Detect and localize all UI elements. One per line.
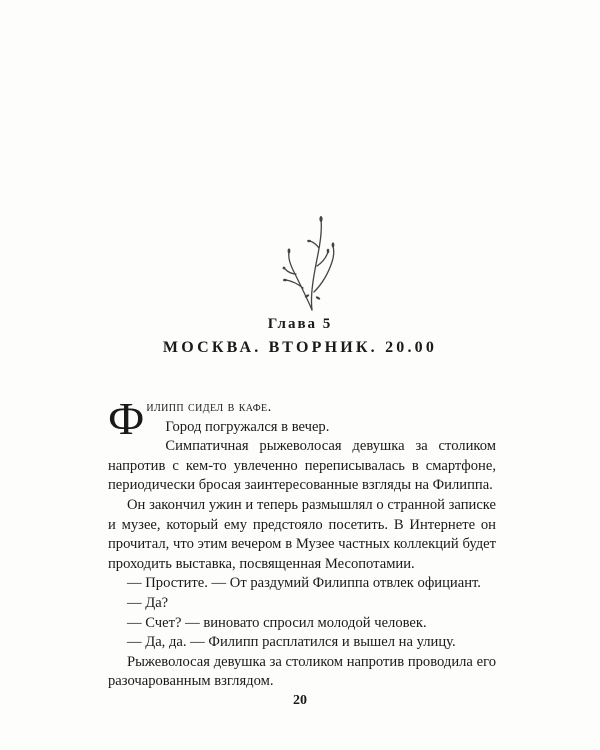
paragraph: Город погружался в вечер. bbox=[165, 418, 330, 435]
paragraph: Симпатичная рыжеволосая девушка за столиком напротив с кем-то увлеченно переписывалась в смартфоне, периодически бросая заинтересованные взгляды на Филиппа. bbox=[108, 438, 496, 494]
chapter-title: МОСКВА. ВТОРНИК. 20.00 bbox=[162, 339, 438, 356]
chapter-label: Глава 5 bbox=[267, 316, 333, 332]
plant-flourish-icon bbox=[272, 214, 344, 314]
dialogue-line: — Простите. — От раздумий Филиппа отвлек официант. bbox=[127, 575, 481, 592]
dialogue-line: — Да, да. — Филипп расплатился и вышел на улицу. bbox=[127, 634, 456, 651]
drop-cap: Ф bbox=[108, 393, 145, 444]
chapter-body bbox=[108, 393, 496, 692]
dialogue-line: — Да? bbox=[127, 594, 169, 611]
paragraph: Он закончил ужин и теперь размышлял о странной записке и музее, который ему предстояло посетить. В Интернете он прочитал, что этим вечером в Музее частных коллекций будет проходить выставка, посвященная Месопотамии. bbox=[108, 496, 496, 572]
paragraph: Рыжеволосая девушка за столиком напротив проводила его разочарованным взглядом. bbox=[108, 653, 496, 690]
dialogue-line: — Счет? — виновато спросил молодой человек. bbox=[127, 614, 427, 631]
page-number: 20 bbox=[293, 693, 307, 708]
opening-line: илипп сидел в кафе. bbox=[146, 399, 272, 415]
